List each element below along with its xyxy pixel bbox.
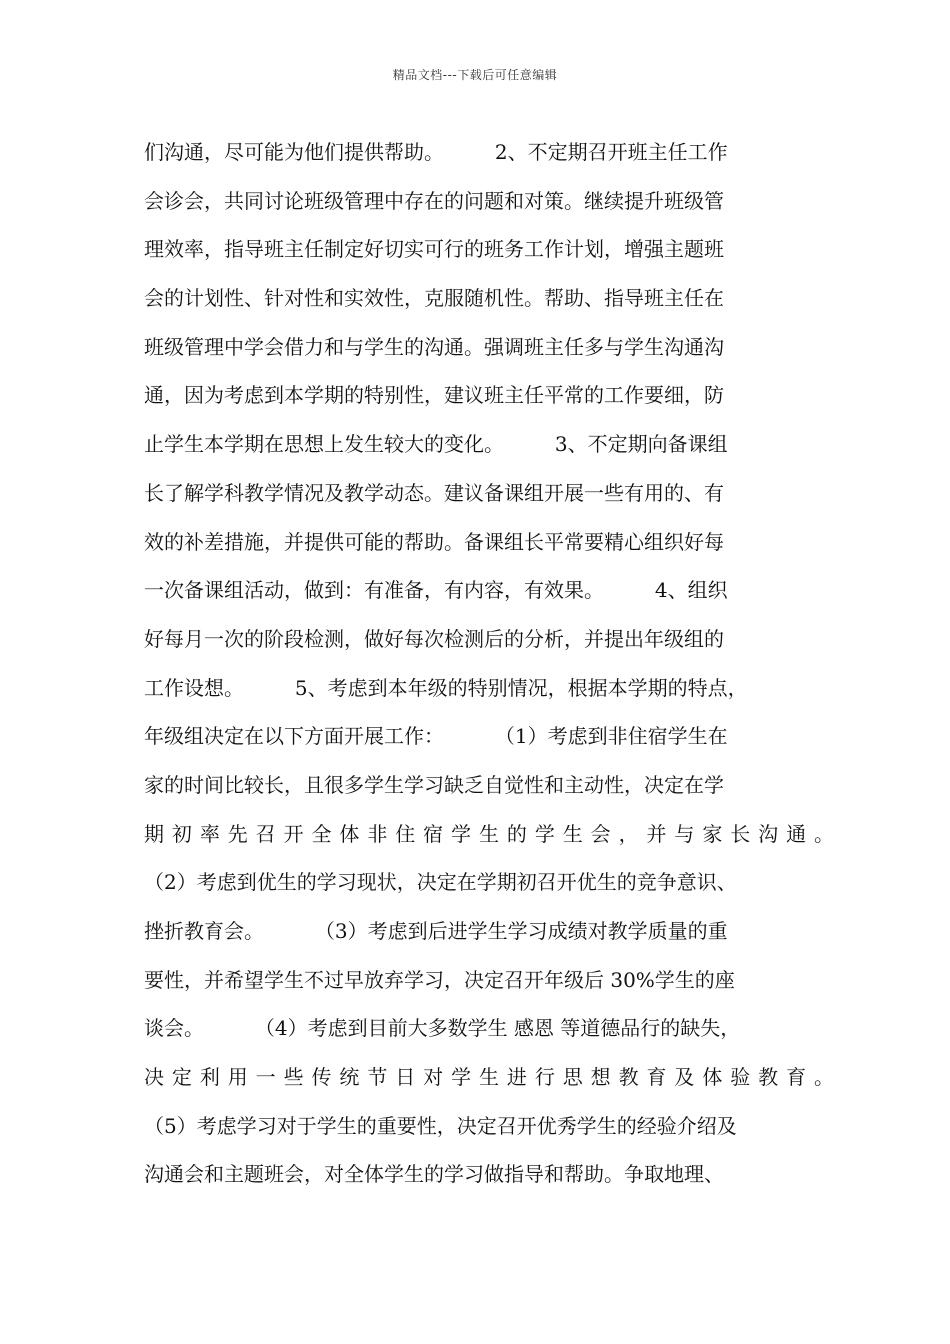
text-line: 理效率，指导班主任制定好切实可行的班务工作计划，增强主题班	[144, 237, 724, 262]
text-line: 挫折教育会。 （3）考虑到后进学生学习成绩对教学质量的重	[144, 919, 728, 943]
text-line: 谈会。 （4）考虑到目前大多数学生 感恩 等道德品行的缺失，	[144, 1016, 741, 1041]
text-line: 沟通会和主题班会，对全体学生的学习做指导和帮助。争取地理、	[144, 1162, 724, 1187]
text-line: 好每月一次的阶段检测，做好每次检测后的分析，并提出年级组的	[144, 626, 724, 651]
text-line: 通，因为考虑到本学期的特别性，建议班主任平常的工作要细，防	[144, 383, 724, 408]
text-line: 年级组决定在以下方面开展工作： （1）考虑到非住宿学生在	[144, 724, 728, 749]
text-line: 们沟通，尽可能为他们提供帮助。 2、不定期召开班主任工作	[144, 140, 728, 164]
text-line: 会的计划性、针对性和实效性，克服随机性。帮助、指导班主任在	[144, 286, 724, 311]
text-line: 效的补差措施，并提供可能的帮助。备课组长平常要精心组织好每	[144, 529, 724, 554]
text-line: 要性，并希望学生不过早放弃学习，决定召开年级后 30%学生的座	[144, 967, 735, 992]
page-header: 精品文档---下载后可任意编辑	[392, 68, 558, 82]
text-line: 长了解学科教学情况及教学动态。建议备课组开展一些有用的、有	[144, 480, 724, 505]
text-line: 期初率先召开全体非住宿学生的学生会，并与家长沟通。	[144, 821, 834, 846]
text-line: 一次备课组活动，做到：有准备，有内容，有效果。 4、组织	[144, 578, 728, 603]
text-line: 决定利用一些传统节日对学生进行思想教育及体验教育。	[144, 1065, 834, 1090]
text-line: 家的时间比较长，且很多学生学习缺乏自觉性和主动性，决定在学	[144, 772, 724, 797]
text-line: （2）考虑到优生的学习现状，决定在学期初召开优生的竞争意识、	[144, 870, 737, 895]
text-line: 班级管理中学会借力和与学生的沟通。强调班主任多与学生沟通沟	[144, 334, 724, 359]
text-line: （5）考虑学习对于学生的重要性，决定召开优秀学生的经验介绍及	[144, 1113, 737, 1138]
text-line: 工作设想。 5、考虑到本年级的特别情况，根据本学期的特点，	[144, 675, 748, 700]
text-line: 会诊会，共同讨论班级管理中存在的问题和对策。继续提升班级管	[144, 188, 724, 213]
text-line: 止学生本学期在思想上发生较大的变化。 3、不定期向备课组	[144, 432, 728, 457]
body-text	[144, 128, 834, 1199]
